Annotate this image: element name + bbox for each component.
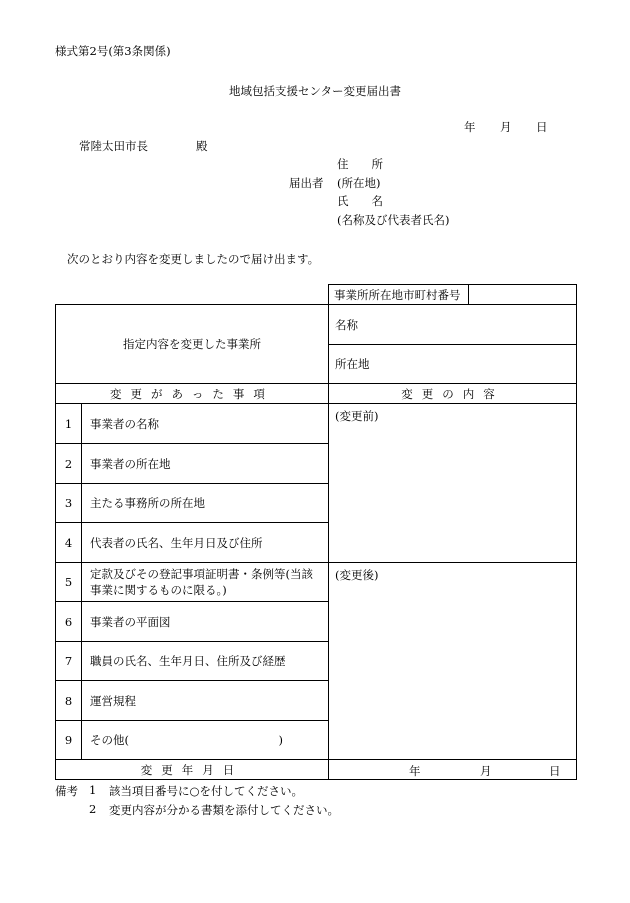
item-text: 定款及びその登記事項証明書・条例等(当該事業に関するものに限る。): [82, 563, 329, 602]
item-number: 9: [56, 721, 82, 760]
item-number: 4: [56, 523, 82, 563]
change-form-table: [55, 284, 577, 780]
note-number: 1: [89, 783, 97, 797]
item-number: 1: [56, 404, 82, 444]
item-number: 8: [56, 681, 82, 721]
item-text: 事業者の名称: [82, 404, 329, 444]
item-number: 5: [56, 563, 82, 602]
item-text: 運営規程: [82, 681, 329, 721]
office-address-label: 所在地: [335, 357, 370, 371]
note-number: 2: [89, 802, 97, 816]
change-content-header: 変更の内容: [329, 384, 577, 404]
statement: 次のとおり内容を変更しましたので届け出ます。: [67, 252, 320, 266]
item-text: その他( ): [82, 721, 329, 760]
change-date-label: 変更年月日: [56, 760, 329, 780]
notes-label: 備考: [55, 784, 78, 798]
after-change-cell[interactable]: [329, 563, 577, 760]
change-date-month: 月: [480, 764, 492, 778]
change-date-day: 日: [549, 764, 561, 778]
note-text: 変更内容が分かる書類を添付してください。: [109, 803, 339, 817]
after-label: (変更後): [335, 568, 379, 582]
before-label: (変更前): [335, 409, 379, 423]
page-title: 地域包括支援センター変更届出書: [228, 84, 402, 98]
office-name-cell[interactable]: [329, 305, 577, 345]
before-change-cell[interactable]: [329, 404, 577, 563]
item-text: 事業者の所在地: [82, 444, 329, 484]
changed-office-label: 指定内容を変更した事業所: [56, 305, 329, 384]
office-address-cell[interactable]: [329, 345, 577, 384]
item-text: 主たる事務所の所在地: [82, 484, 329, 523]
name-note: (名称及び代表者氏名): [337, 213, 450, 227]
municipality-code-label: 事業所所在地市町村番号: [329, 285, 469, 305]
date-year: 年: [464, 120, 476, 134]
location-label: (所在地): [337, 176, 381, 190]
date-month: 月: [500, 120, 512, 134]
item-number: 6: [56, 602, 82, 642]
note-text: 該当項目番号に○を付してください。: [109, 784, 304, 798]
office-name-label: 名称: [335, 317, 358, 332]
date-day: 日: [536, 120, 548, 134]
addressee: 常陸太田市長: [79, 139, 148, 153]
change-date-year: 年: [409, 764, 421, 778]
form-number: 様式第2号(第3条関係): [55, 44, 171, 58]
item-text: 職員の氏名、生年月日、住所及び経歴: [82, 642, 329, 681]
item-text: 事業者の平面図: [82, 602, 329, 642]
item-number: 7: [56, 642, 82, 681]
address-label: 住 所: [337, 157, 383, 171]
change-date-field[interactable]: [329, 760, 577, 780]
item-number: 2: [56, 444, 82, 484]
changed-items-header: 変更があった事項: [56, 384, 329, 404]
honorific: 殿: [196, 139, 208, 153]
item-number: 3: [56, 484, 82, 523]
municipality-code-field[interactable]: [469, 285, 577, 305]
item-text: 代表者の氏名、生年月日及び住所: [82, 523, 329, 563]
name-label: 氏 名: [337, 194, 383, 208]
applicant-label: 届出者: [289, 176, 324, 190]
